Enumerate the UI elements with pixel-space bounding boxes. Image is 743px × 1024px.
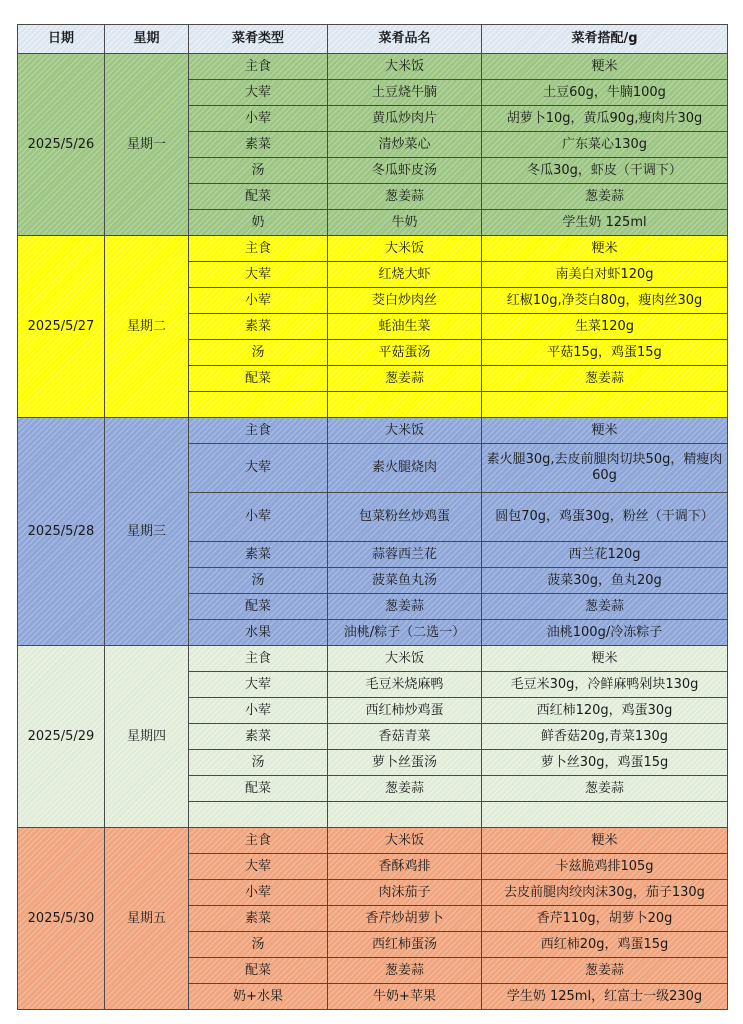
dish-name-cell: 西红柿炒鸡蛋 xyxy=(328,698,482,724)
dish-type-cell: 素菜 xyxy=(189,314,328,340)
dish-type-cell: 奶 xyxy=(189,210,328,236)
ingredients-cell: 香芹110g，胡萝卜20g xyxy=(482,906,728,932)
dish-name-cell: 牛奶 xyxy=(328,210,482,236)
dish-name-cell: 清炒菜心 xyxy=(328,132,482,158)
dish-type-cell: 小荤 xyxy=(189,493,328,542)
ingredients-cell: 圆包70g，鸡蛋30g，粉丝（干调下） xyxy=(482,493,728,542)
dish-name-cell: 葱姜蒜 xyxy=(328,594,482,620)
dish-name-cell: 香芹炒胡萝卜 xyxy=(328,906,482,932)
ingredients-cell: 平菇15g，鸡蛋15g xyxy=(482,340,728,366)
ingredients-cell: 粳米 xyxy=(482,54,728,80)
dish-type-cell: 配菜 xyxy=(189,184,328,210)
dish-type-cell: 配菜 xyxy=(189,366,328,392)
ingredients-cell xyxy=(482,392,728,418)
ingredients-cell: 粳米 xyxy=(482,828,728,854)
weekday-cell: 星期五 xyxy=(105,828,189,1010)
dish-type-cell: 大荤 xyxy=(189,80,328,106)
ingredients-cell: 冬瓜30g，虾皮（干调下） xyxy=(482,158,728,184)
ingredients-cell: 西兰花120g xyxy=(482,542,728,568)
ingredients-cell: 葱姜蒜 xyxy=(482,594,728,620)
dish-type-cell: 水果 xyxy=(189,620,328,646)
date-cell: 2025/5/29 xyxy=(18,646,105,828)
dish-name-cell xyxy=(328,392,482,418)
dish-name-cell: 茭白炒肉丝 xyxy=(328,288,482,314)
dish-name-cell: 葱姜蒜 xyxy=(328,958,482,984)
dish-name-cell: 大米饭 xyxy=(328,54,482,80)
dish-type-cell xyxy=(189,802,328,828)
dish-name-cell: 毛豆米烧麻鸭 xyxy=(328,672,482,698)
dish-type-cell xyxy=(189,392,328,418)
dish-type-cell: 小荤 xyxy=(189,106,328,132)
menu-table xyxy=(17,24,728,1010)
dish-name-cell: 土豆烧牛腩 xyxy=(328,80,482,106)
header-row xyxy=(18,25,728,54)
dish-type-cell: 大荤 xyxy=(189,262,328,288)
dish-name-cell: 大米饭 xyxy=(328,646,482,672)
ingredients-cell: 卡兹脆鸡排105g xyxy=(482,854,728,880)
ingredients-cell: 菠菜30g，鱼丸20g xyxy=(482,568,728,594)
dish-name-cell: 牛奶+苹果 xyxy=(328,984,482,1010)
dish-name-cell: 包菜粉丝炒鸡蛋 xyxy=(328,493,482,542)
ingredients-cell: 葱姜蒜 xyxy=(482,958,728,984)
dish-name-cell: 红烧大虾 xyxy=(328,262,482,288)
dish-type-cell: 主食 xyxy=(189,646,328,672)
dish-type-cell: 汤 xyxy=(189,158,328,184)
ingredients-cell: 粳米 xyxy=(482,236,728,262)
ingredients-cell: 学生奶 125ml，红富士一级230g xyxy=(482,984,728,1010)
date-cell: 2025/5/27 xyxy=(18,236,105,418)
dish-type-cell: 奶+水果 xyxy=(189,984,328,1010)
dish-name-cell: 大米饭 xyxy=(328,418,482,444)
header-weekday: 星期 xyxy=(105,25,189,54)
dish-name-cell: 菠菜鱼丸汤 xyxy=(328,568,482,594)
dish-name-cell: 葱姜蒜 xyxy=(328,776,482,802)
menu-row xyxy=(18,646,728,672)
header-dish-type: 菜肴类型 xyxy=(189,25,328,54)
dish-type-cell: 素菜 xyxy=(189,542,328,568)
dish-type-cell: 小荤 xyxy=(189,288,328,314)
date-cell: 2025/5/30 xyxy=(18,828,105,1010)
date-cell: 2025/5/28 xyxy=(18,418,105,646)
ingredients-cell: 南美白对虾120g xyxy=(482,262,728,288)
header-ingredients: 菜肴搭配/g xyxy=(482,25,728,54)
dish-type-cell: 配菜 xyxy=(189,958,328,984)
dish-type-cell: 配菜 xyxy=(189,776,328,802)
ingredients-cell: 土豆60g，牛腩100g xyxy=(482,80,728,106)
dish-name-cell: 冬瓜虾皮汤 xyxy=(328,158,482,184)
dish-name-cell: 葱姜蒜 xyxy=(328,184,482,210)
dish-type-cell: 主食 xyxy=(189,418,328,444)
dish-name-cell: 大米饭 xyxy=(328,828,482,854)
weekday-cell: 星期三 xyxy=(105,418,189,646)
dish-name-cell: 黄瓜炒肉片 xyxy=(328,106,482,132)
dish-name-cell: 香菇青菜 xyxy=(328,724,482,750)
ingredients-cell: 粳米 xyxy=(482,418,728,444)
menu-row xyxy=(18,828,728,854)
ingredients-cell: 粳米 xyxy=(482,646,728,672)
ingredients-cell: 西红柿120g，鸡蛋30g xyxy=(482,698,728,724)
ingredients-cell: 鲜香菇20g,青菜130g xyxy=(482,724,728,750)
ingredients-cell: 西红柿20g，鸡蛋15g xyxy=(482,932,728,958)
dish-type-cell: 素菜 xyxy=(189,724,328,750)
ingredients-cell: 萝卜丝30g，鸡蛋15g xyxy=(482,750,728,776)
dish-type-cell: 素菜 xyxy=(189,132,328,158)
dish-type-cell: 汤 xyxy=(189,568,328,594)
dish-type-cell: 大荤 xyxy=(189,854,328,880)
dish-name-cell: 平菇蛋汤 xyxy=(328,340,482,366)
ingredients-cell: 葱姜蒜 xyxy=(482,366,728,392)
ingredients-cell: 葱姜蒜 xyxy=(482,776,728,802)
ingredients-cell: 去皮前腿肉绞肉沫30g，茄子130g xyxy=(482,880,728,906)
menu-row xyxy=(18,236,728,262)
ingredients-cell: 葱姜蒜 xyxy=(482,184,728,210)
weekday-cell: 星期一 xyxy=(105,54,189,236)
dish-name-cell: 素火腿烧肉 xyxy=(328,444,482,493)
dish-type-cell: 素菜 xyxy=(189,906,328,932)
dish-type-cell: 主食 xyxy=(189,54,328,80)
dish-type-cell: 汤 xyxy=(189,750,328,776)
header-dish-name: 菜肴品名 xyxy=(328,25,482,54)
dish-type-cell: 配菜 xyxy=(189,594,328,620)
dish-type-cell: 汤 xyxy=(189,340,328,366)
dish-type-cell: 主食 xyxy=(189,236,328,262)
ingredients-cell: 胡萝卜10g，黄瓜90g,瘦肉片30g xyxy=(482,106,728,132)
dish-name-cell: 蚝油生菜 xyxy=(328,314,482,340)
dish-type-cell: 汤 xyxy=(189,932,328,958)
weekday-cell: 星期四 xyxy=(105,646,189,828)
dish-name-cell: 西红柿蛋汤 xyxy=(328,932,482,958)
dish-type-cell: 小荤 xyxy=(189,880,328,906)
ingredients-cell: 广东菜心130g xyxy=(482,132,728,158)
ingredients-cell: 毛豆米30g，冷鲜麻鸭剁块130g xyxy=(482,672,728,698)
menu-row xyxy=(18,54,728,80)
ingredients-cell: 素火腿30g,去皮前腿肉切块50g，精瘦肉60g xyxy=(482,444,728,493)
dish-name-cell: 葱姜蒜 xyxy=(328,366,482,392)
ingredients-cell: 油桃100g/冷冻粽子 xyxy=(482,620,728,646)
dish-name-cell: 油桃/粽子（二选一） xyxy=(328,620,482,646)
ingredients-cell: 红椒10g,净茭白80g，瘦肉丝30g xyxy=(482,288,728,314)
dish-name-cell: 肉沫茄子 xyxy=(328,880,482,906)
weekday-cell: 星期二 xyxy=(105,236,189,418)
dish-name-cell xyxy=(328,802,482,828)
date-cell: 2025/5/26 xyxy=(18,54,105,236)
dish-type-cell: 大荤 xyxy=(189,672,328,698)
dish-type-cell: 主食 xyxy=(189,828,328,854)
dish-type-cell: 小荤 xyxy=(189,698,328,724)
header-date: 日期 xyxy=(18,25,105,54)
dish-type-cell: 大荤 xyxy=(189,444,328,493)
ingredients-cell xyxy=(482,802,728,828)
dish-name-cell: 香酥鸡排 xyxy=(328,854,482,880)
dish-name-cell: 蒜蓉西兰花 xyxy=(328,542,482,568)
ingredients-cell: 学生奶 125ml xyxy=(482,210,728,236)
dish-name-cell: 萝卜丝蛋汤 xyxy=(328,750,482,776)
menu-row xyxy=(18,418,728,444)
ingredients-cell: 生菜120g xyxy=(482,314,728,340)
dish-name-cell: 大米饭 xyxy=(328,236,482,262)
